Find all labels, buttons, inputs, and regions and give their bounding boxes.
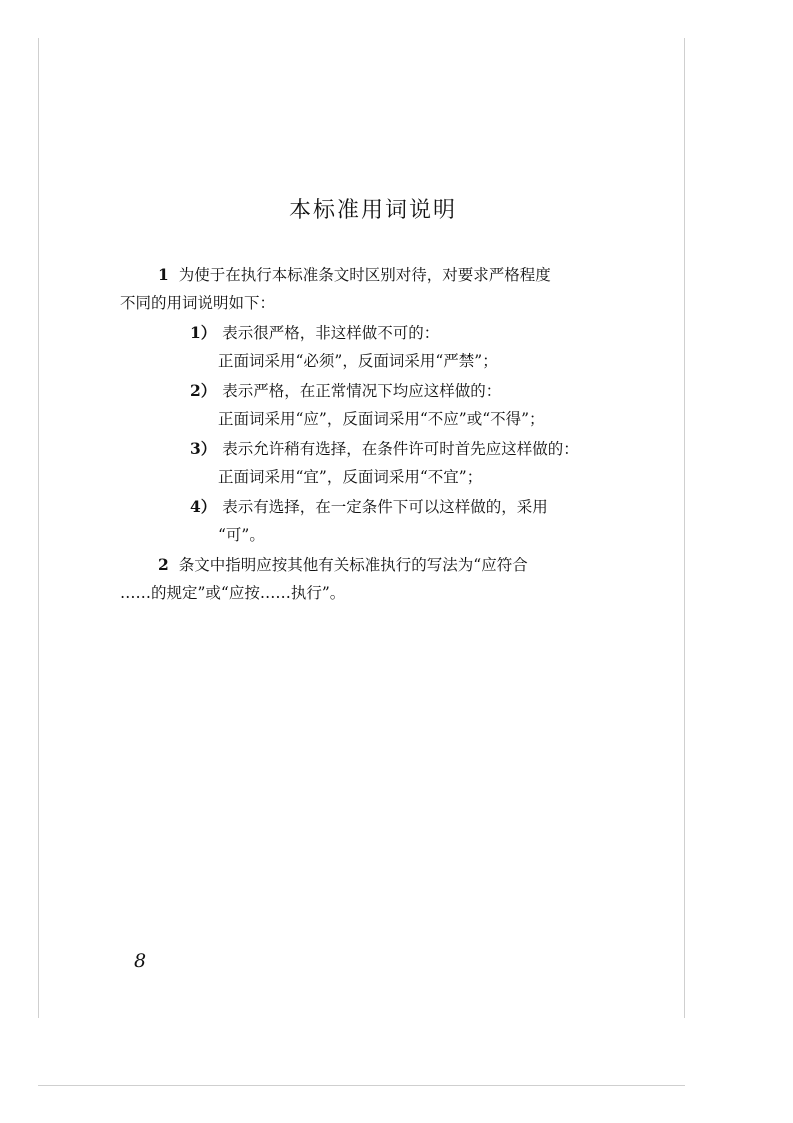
list-item [190,376,501,406]
page-number: 8 [134,950,147,972]
item-number: 4） [190,497,217,516]
clause-1-line-1 [158,260,551,290]
page-title: 本标准用词说明 [288,198,457,223]
bottom-divider [38,1085,685,1086]
item-text: 表示严格，在正常情况下均应这样做的： [222,382,502,400]
list-item [190,318,439,348]
clause-1-text: 为使于在执行本标准条文时区别对待，对要求严格程度 [178,266,551,284]
clause-1-number: 1 [158,265,169,284]
left-margin-line [38,38,39,1018]
clause-2-line-2: ……的规定”或“应按……执行”。 [120,584,346,602]
clause-2-text: 条文中指明应按其他有关标准执行的写法为“应符合 [178,556,528,574]
item-number: 3） [190,439,217,458]
list-item-continuation: 正面词采用“宜”，反面词采用“不宜”； [218,468,483,486]
list-item [190,434,579,464]
item-text: 表示有选择，在一定条件下可以这样做的，采用 [222,498,548,516]
list-item [190,492,548,522]
item-number: 1） [190,323,217,342]
clause-2-line-1 [158,550,528,580]
list-item-continuation: “可”。 [218,526,265,544]
clause-1-line-2: 不同的用词说明如下： [120,294,276,312]
clause-2-number: 2 [158,555,169,574]
list-item-continuation: 正面词采用“应”，反面词采用“不应”或“不得”； [218,410,545,428]
item-text: 表示允许稍有选择，在条件许可时首先应这样做的： [222,440,579,458]
item-number: 2） [190,381,217,400]
right-margin-line [684,38,685,1018]
item-text: 表示很严格，非这样做不可的： [222,324,440,342]
list-item-continuation: 正面词采用“必须”，反面词采用“严禁”； [218,352,498,370]
